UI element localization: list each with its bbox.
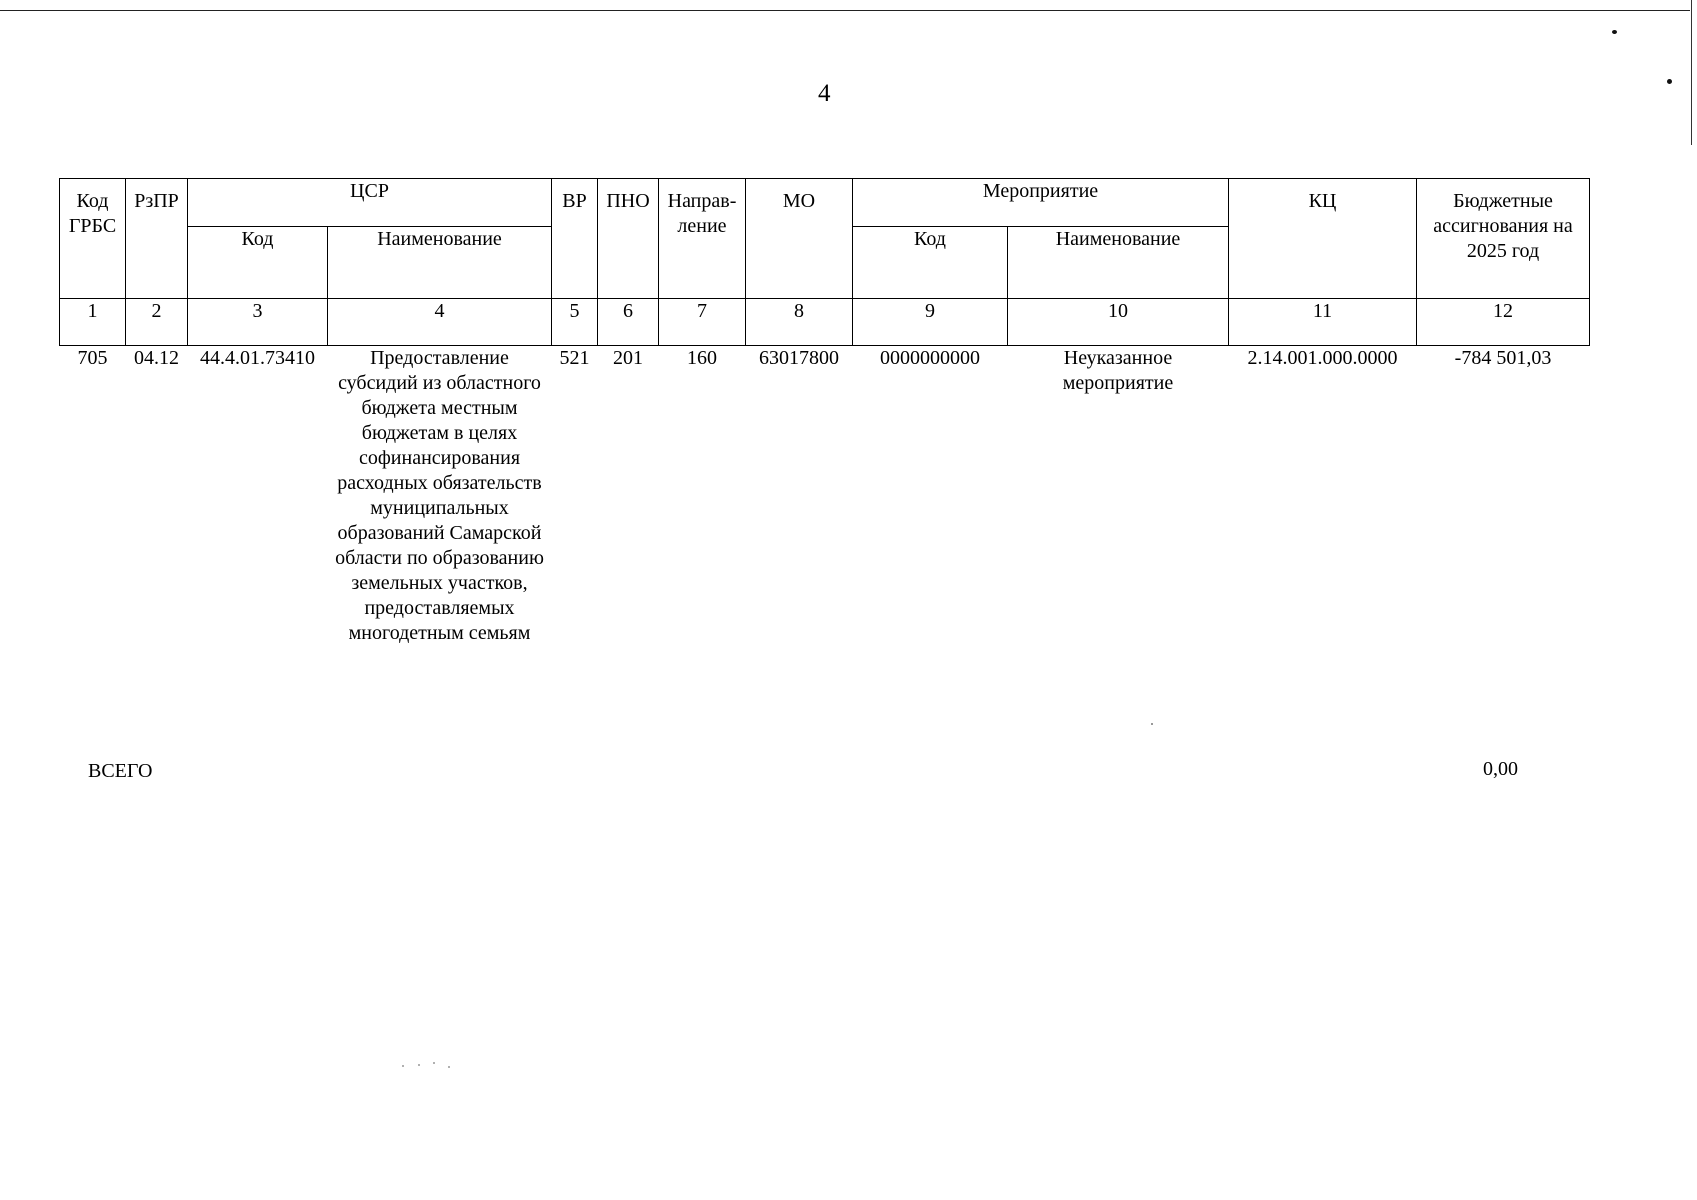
scan-speck	[1612, 30, 1617, 34]
header-csr-kod: Код	[188, 227, 328, 299]
column-number: 11	[1229, 299, 1417, 346]
right-border-line	[1691, 0, 1692, 145]
total-label: ВСЕГО	[88, 760, 153, 782]
cell-mer-name: Неуказанное мероприятие	[1062, 347, 1174, 394]
cell-vr: 521	[559, 347, 590, 369]
cell-kc: 2.14.001.000.0000	[1247, 347, 1398, 369]
cell-amount: -784 501,03	[1454, 347, 1552, 369]
column-number: 2	[126, 299, 188, 346]
header-csr-name: Наименование	[328, 227, 552, 299]
column-number: 10	[1008, 299, 1229, 346]
column-number: 9	[853, 299, 1008, 346]
cell-rzpr: 04.12	[134, 347, 179, 369]
cell-mer-kod: 0000000000	[880, 347, 980, 369]
column-number: 8	[746, 299, 853, 346]
column-number: 7	[659, 299, 746, 346]
cell-csr-kod: 44.4.01.73410	[200, 347, 315, 369]
cell-csr-name: Предоставление субсидий из областного бюджета местным бюджетам в целях софинансирования расходных обязательств муниципальных образований Самарской области по образованию земельных участков, предоставляемых многодетным семьям	[335, 347, 544, 644]
column-number: 6	[598, 299, 659, 346]
header-mer-kod: Код	[853, 227, 1008, 299]
scan-speck	[433, 1062, 435, 1064]
header-kc: КЦ	[1229, 179, 1417, 299]
column-number: 12	[1417, 299, 1590, 346]
scan-speck	[448, 1066, 450, 1068]
cell-grbs: 705	[77, 347, 108, 369]
scan-speck	[1151, 723, 1153, 725]
header-csr: ЦСР	[188, 179, 552, 227]
scan-speck	[418, 1064, 420, 1066]
column-number: 4	[328, 299, 552, 346]
total-value: 0,00	[1483, 758, 1518, 780]
page-number: 4	[818, 80, 831, 107]
header-vr: ВР	[552, 179, 598, 299]
header-pno: ПНО	[598, 179, 659, 299]
column-number: 1	[60, 299, 126, 346]
header-mer-name: Наименование	[1008, 227, 1229, 299]
header-mo: МО	[746, 179, 853, 299]
header-rzpr: РзПР	[126, 179, 188, 299]
scan-speck	[1667, 79, 1672, 84]
cell-napravlenie: 160	[687, 347, 717, 369]
header-napravlenie: Направ-ление	[659, 179, 746, 299]
column-number: 3	[188, 299, 328, 346]
table-row	[60, 346, 1590, 647]
header-meropriyatie: Мероприятие	[853, 179, 1229, 227]
budget-allocation-table	[59, 178, 1590, 646]
header-budget-assignments: Бюджетные ассигнования на 2025 год	[1417, 179, 1590, 299]
cell-pno: 201	[613, 347, 643, 369]
cell-mo: 63017800	[759, 347, 839, 369]
header-kod-grbs: Код ГРБС	[60, 179, 126, 299]
scan-speck	[402, 1065, 404, 1067]
column-number: 5	[552, 299, 598, 346]
top-border-line	[0, 10, 1690, 11]
